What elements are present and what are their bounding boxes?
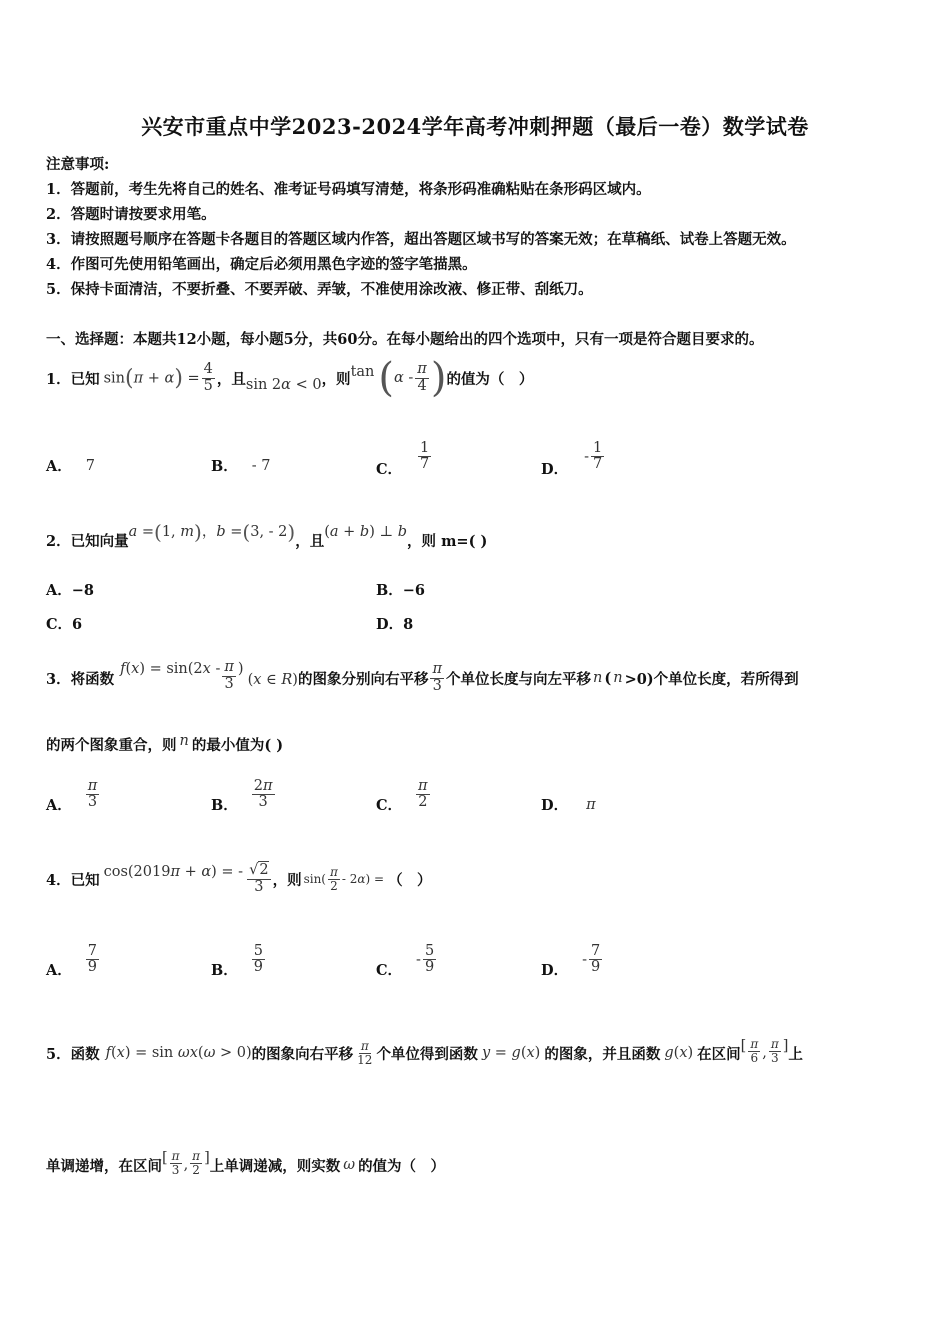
q1-mid2: ，则 [321,370,351,388]
notice-item: 3．请按照题号顺序在答题卡各题目的答题区域内作答，超出答题区域书写的答案无效；在草稿纸、试卷上答题无效。 [46,231,796,248]
q2-option-b[interactable]: B．−6 [376,582,425,599]
section-heading: 一、选择题：本题共12小题，每小题5分，共60分。在每小题给出的四个选项中，只有一项是符合题目要求的。 [46,331,764,348]
question-3-cont: 的两个图象重合，则 n 的最小值为( ) [46,732,284,754]
q2-option-d[interactable]: D．8 [376,616,414,633]
notice-heading: 注意事项: [46,156,110,173]
notice-item: 1．答题前，考生先将自己的姓名、准考证号码填写清楚，将条形码准确粘贴在条形码区域内。 [46,181,651,198]
question-4: 4．已知 cos(2019π + α) = - $\frac{√2}{3}$ ，则 sin( $\frac{\pi}{2}$ - 2α) = （ ） [46,862,432,895]
question-2: 2．已知向量 a =(1, m)，b =(3, - 2) ，且 (a + b) ⊥ b ，则 m=( ) [46,519,488,550]
notice-item: 4．作图可先使用铅笔画出，确定后必须用黑色字迹的签字笔描黑。 [46,256,477,273]
q4-option-d[interactable]: D． - $\frac{7}{9}$ [541,942,601,979]
question-3: 3．将函数 f(x) = sin(2x - $\frac{\pi}{3}$ ) (x ∈ R) 的图象分别向右平移 $\frac{\pi}{3}$ 个单位长度与向左平移 n ( n >0)个单位长度，若所得到 [46,659,799,694]
q4-option-c[interactable]: C． - $\frac{5}{9}$ [376,942,435,979]
q1-option-a[interactable]: A． 7 [46,457,95,475]
q1-option-b[interactable]: B． - 7 [211,457,271,475]
q1-mid1: ，且 [216,370,246,388]
q1-cond: sin 2α < 0 [245,377,322,393]
page-title: 兴安市重点中学2023-2024学年高考冲刺押题（最后一卷）数学试卷 [141,114,809,139]
q3-option-a[interactable]: A． $\frac{\pi}{3}$ [46,777,98,814]
q3-option-c[interactable]: C． $\frac{\pi}{2}$ [376,777,428,814]
q2-vector-a: a =(1, m)，b =(3, - 2) [128,519,296,544]
question-1: 1．已知 sin(π + α) = $\frac{4}{5}$ ，且 sin 2α < 0 ，则 tan ( α - $\frac{\pi}{4}$ ) 的值为（ ） [46,355,534,401]
q4-option-b[interactable]: B． $\frac{5}{9}$ [211,942,263,979]
notice-item: 5．保持卡面清洁，不要折叠、不要弄破、弄皱，不准使用涂改液、修正带、刮纸刀。 [46,281,593,298]
q2-option-a[interactable]: A．−8 [46,582,94,599]
notice-item: 2．答题时请按要求用笔。 [46,206,216,223]
q2-option-c[interactable]: C．6 [46,616,83,633]
q1-suffix: 的值为（ ） [446,370,534,388]
q3-option-b[interactable]: B． $\frac{2\pi}{3}$ [211,777,273,814]
question-5: 5．函数 f(x) = sin ωx(ω > 0) 的图象向右平移 $\frac{\pi}{12}$ 个单位得到函数 y = g(x) 的图象，并且函数 g(x) 在区间 [ $\frac{\pi}{6}$ , $\frac{\pi}{3}$ ] 上 [46,1036,803,1067]
q1-fraction: $\frac{4}{5}$ [203,361,213,394]
q1-tan: tan [350,364,375,380]
question-5-cont: 单调递增，在区间 [ $\frac{\pi}{3}$ , $\frac{\pi}{2}$ ] 上单调递减，则实数 ω 的值为（ ） [46,1148,446,1177]
q1-expr-sin: sin(π + α) = [103,365,200,391]
q4-option-a[interactable]: A． $\frac{7}{9}$ [46,942,97,979]
q1-option-d[interactable]: D． - $\frac{1}{7}$ [541,439,603,478]
q3-option-d[interactable]: D． π [541,796,596,814]
q1-option-c[interactable]: C． $\frac{1}{7}$ [376,439,430,478]
q1-prefix: 1．已知 [46,370,100,388]
